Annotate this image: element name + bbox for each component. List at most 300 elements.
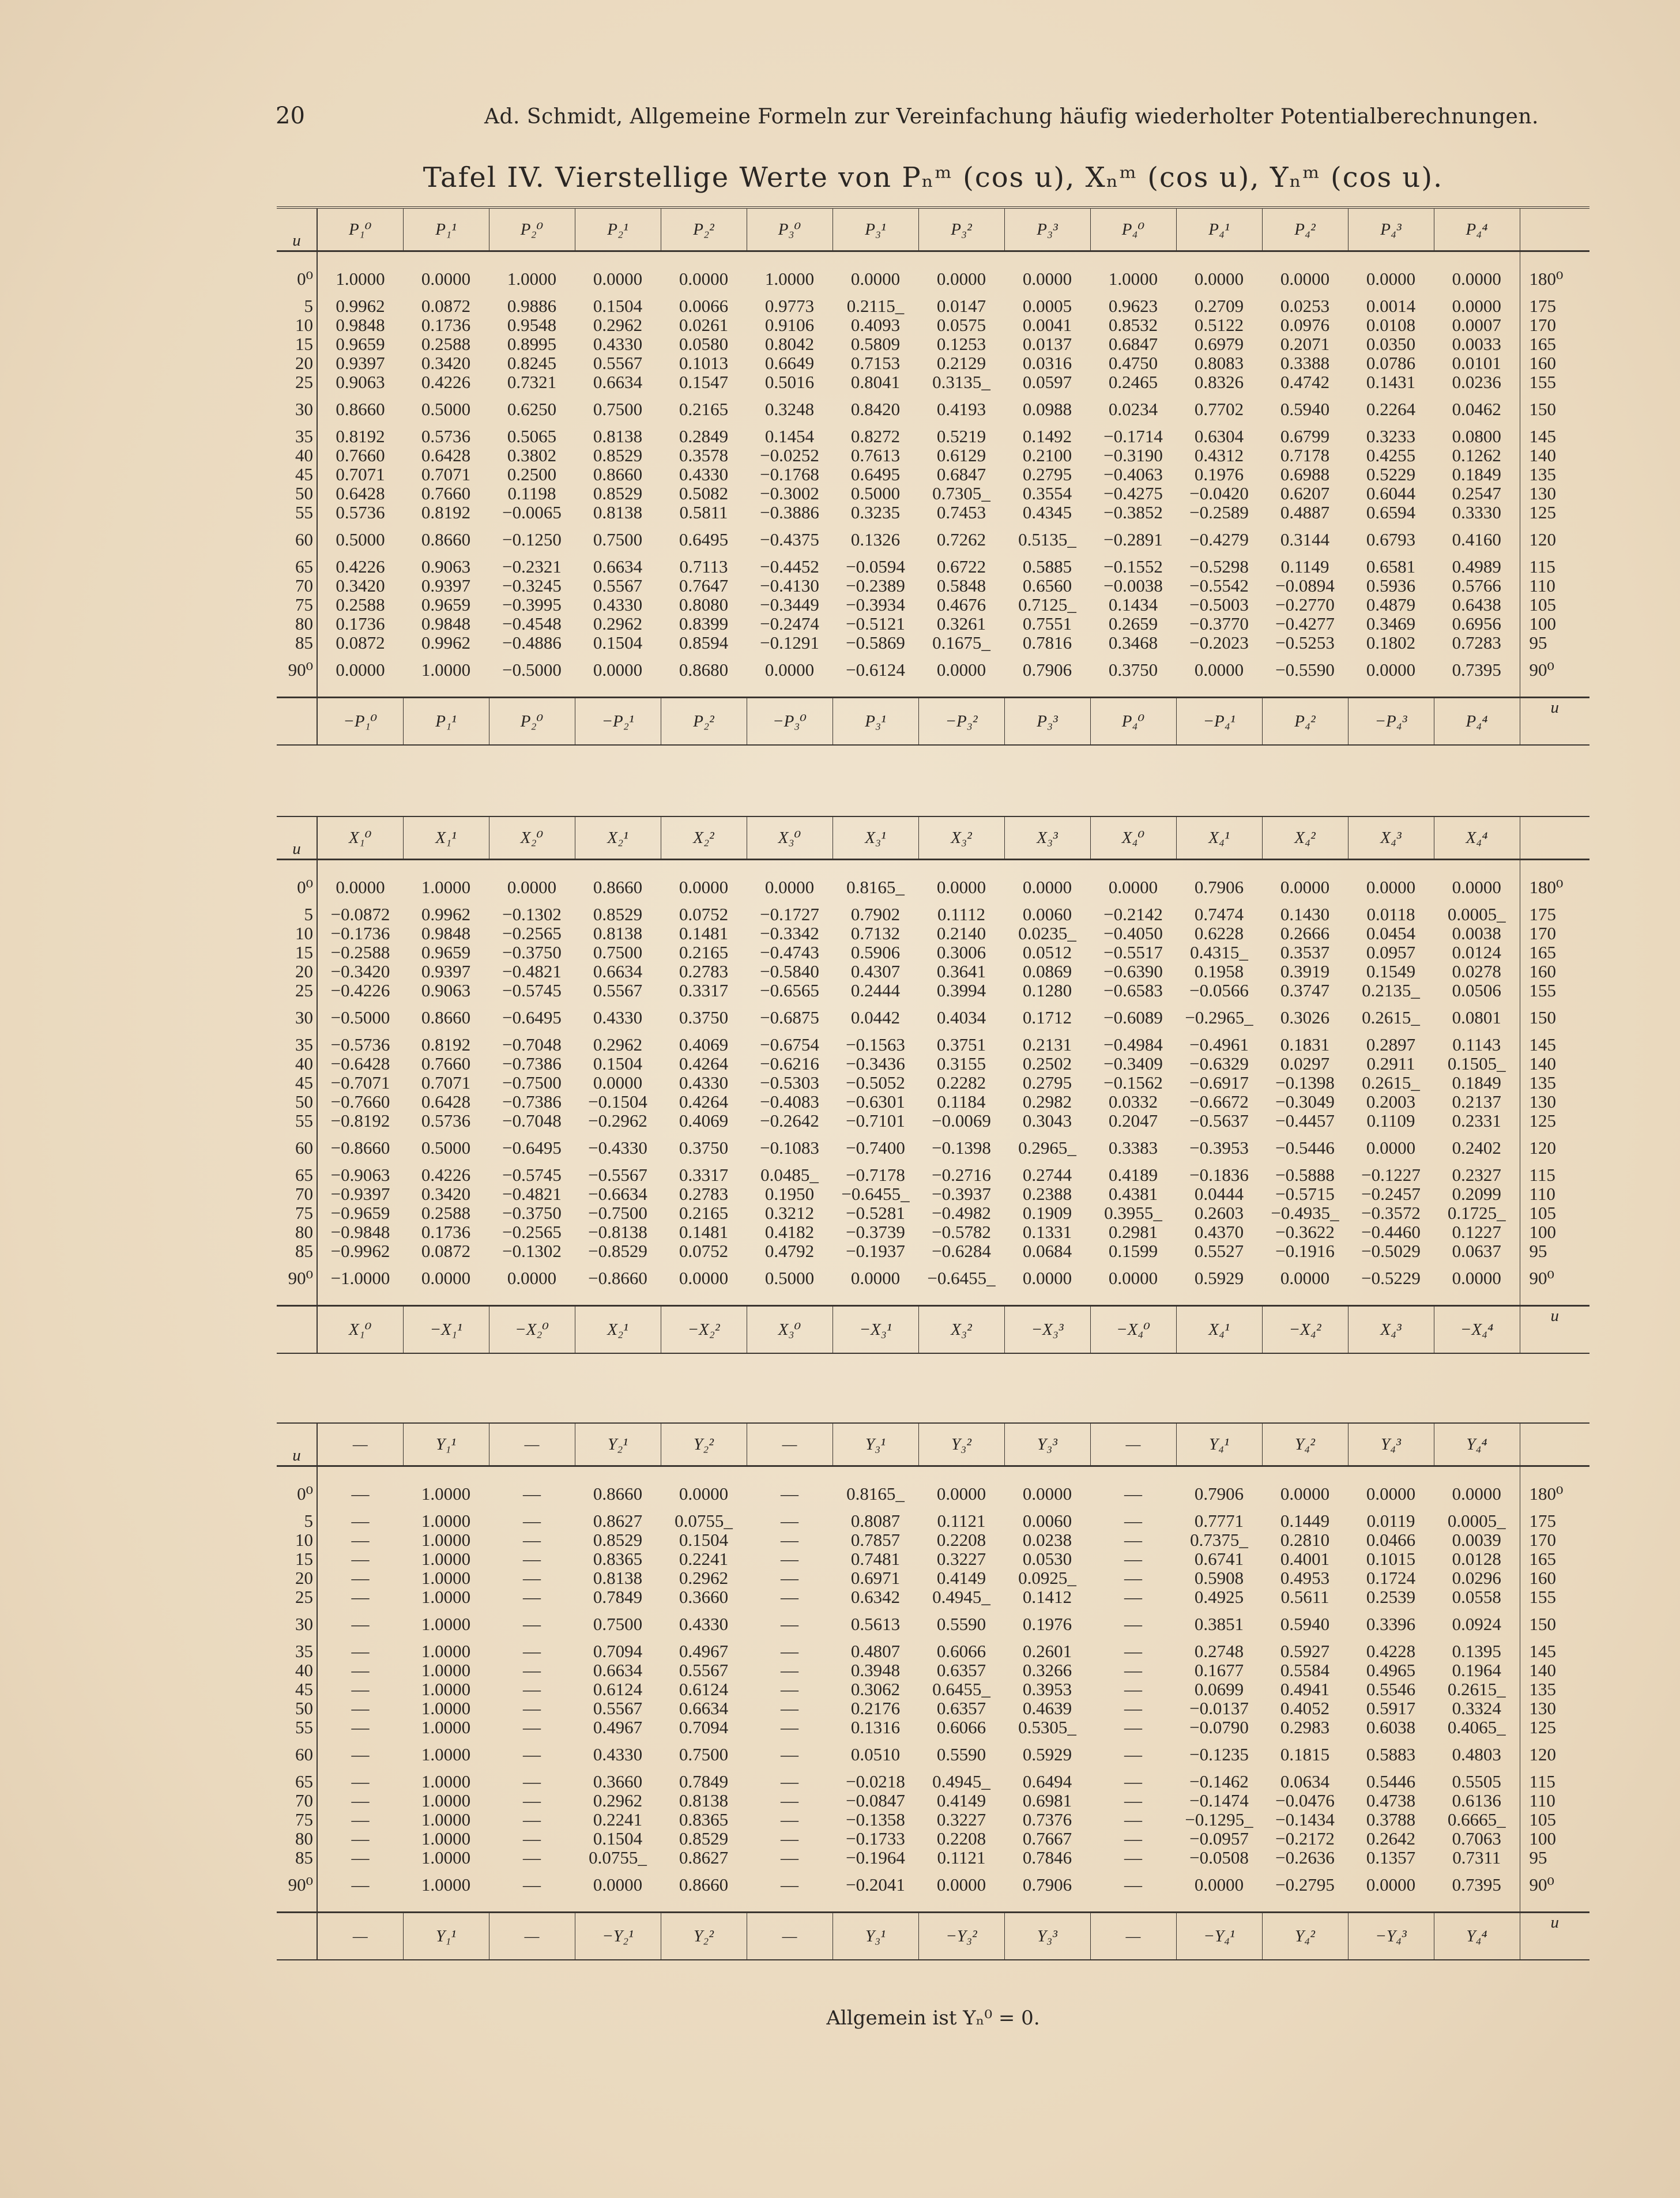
cell: 0.7846 (1022, 1848, 1072, 1867)
cell: 0.0575 (936, 315, 986, 334)
cell: 0.9659 (421, 943, 471, 962)
cell: 0.0000 (764, 878, 815, 897)
table-row (277, 905, 1589, 924)
cell: 0.6438 (1452, 595, 1501, 614)
group-gap (277, 288, 1589, 296)
cell: 0.4093 (850, 315, 901, 334)
cell: — (1124, 1568, 1142, 1587)
column-footer: X₃² (918, 1306, 1004, 1354)
cell: 1.0000 (421, 1718, 471, 1737)
cell: 0.5590 (936, 1614, 986, 1634)
column-header: Y₂¹ (575, 1423, 661, 1466)
cell: −0.5121 (846, 614, 905, 633)
cell: 0.3750 (1108, 660, 1158, 679)
cell: −0.3002 (760, 484, 819, 503)
cell: 0.7906 (1194, 878, 1244, 897)
cell: 0.6560 (1022, 576, 1072, 595)
cell: 0.3388 (1280, 353, 1330, 372)
cell: 0.3317 (679, 981, 729, 1000)
footer-spacer (277, 1306, 317, 1354)
angle-right: 160 (1520, 1568, 1589, 1587)
cell: 0.0147 (936, 296, 986, 315)
cell: 0.3994 (936, 981, 986, 1000)
angle-left: 25 (277, 981, 317, 1000)
column-footer: −P₂¹ (575, 698, 661, 746)
cell: −0.7500 (588, 1203, 647, 1222)
cell: 0.1395 (1452, 1642, 1501, 1661)
cell: 0.6634 (593, 1661, 643, 1680)
cell: 0.2100 (1022, 446, 1072, 465)
cell: 0.0000 (1280, 1269, 1330, 1288)
cell: 0.2962 (593, 1791, 643, 1810)
cell: 0.4989 (1452, 557, 1501, 576)
cell: −0.3190 (1103, 446, 1163, 465)
angle-left: 40 (277, 446, 317, 465)
cell: −0.0957 (1189, 1829, 1249, 1848)
cell: 0.2588 (421, 334, 471, 353)
cell: −0.9063 (330, 1165, 390, 1184)
cell: 0.9773 (764, 296, 815, 315)
cell: 0.7857 (850, 1530, 901, 1549)
table-row (277, 1829, 1589, 1848)
table-row (277, 1138, 1589, 1157)
table-row (277, 296, 1589, 315)
cell: 0.8529 (679, 1829, 729, 1848)
column-header: P₂² (661, 208, 747, 251)
cell: −0.3342 (760, 924, 819, 943)
angle-right: 125 (1520, 503, 1589, 522)
cell: 0.7660 (421, 484, 471, 503)
column-header: X₂² (661, 816, 747, 860)
cell: −0.3409 (1103, 1054, 1163, 1073)
cell: 0.5546 (1366, 1680, 1416, 1699)
angle-right: 170 (1520, 1530, 1589, 1549)
column-footer: −P₄¹ (1176, 698, 1262, 746)
cell: 0.4330 (679, 465, 729, 484)
angle-right: 125 (1520, 1718, 1589, 1737)
cell: — (781, 1530, 798, 1549)
table-row (277, 1184, 1589, 1203)
cell: 0.4160 (1452, 530, 1501, 549)
cell: 0.8042 (764, 334, 815, 353)
cell: 0.6981 (1022, 1791, 1072, 1810)
cell: 0.5883 (1366, 1745, 1416, 1764)
cell: −0.0476 (1275, 1791, 1335, 1810)
table (277, 206, 1589, 746)
cell: −0.0566 (1189, 981, 1249, 1000)
cell: 0.0000 (679, 878, 729, 897)
cell: 1.0000 (421, 1875, 471, 1894)
cell: −0.4452 (760, 557, 819, 576)
column-header: Y₃² (918, 1423, 1004, 1466)
cell: 0.0236 (1452, 372, 1501, 392)
table-row (277, 1241, 1589, 1260)
cell: 0.9659 (421, 595, 471, 614)
cell: 0.0038 (1452, 924, 1501, 943)
cell: 0.8660 (421, 1008, 471, 1027)
cell: 0.1736 (336, 614, 385, 633)
cell: 0.2603 (1194, 1203, 1244, 1222)
cell: 0.8660 (593, 465, 643, 484)
table-row (277, 1035, 1589, 1054)
cell: 0.4381 (1108, 1184, 1158, 1203)
table-row (277, 1791, 1589, 1810)
table-row (277, 943, 1589, 962)
cell: 0.0238 (1022, 1530, 1072, 1549)
cell: 0.8245 (507, 353, 557, 372)
cell: 1.0000 (421, 1829, 471, 1848)
cell: 0.0000 (1194, 269, 1244, 288)
spacer-row (277, 1894, 1589, 1913)
group-gap (277, 1260, 1589, 1269)
cell: −0.6754 (760, 1035, 819, 1054)
cell: — (523, 1791, 541, 1810)
cell: — (523, 1549, 541, 1568)
header-spacer (1520, 1423, 1589, 1466)
column-footer: Y₂² (661, 1913, 747, 1960)
cell: 0.4879 (1366, 595, 1416, 614)
cell: −0.4279 (1189, 530, 1249, 549)
cell: −0.5029 (1361, 1241, 1421, 1260)
cell: 0.4315_ (1190, 943, 1248, 962)
cell: 0.3330 (1452, 503, 1501, 522)
column-header: Y₃³ (1004, 1423, 1090, 1466)
cell: 0.1121 (937, 1511, 986, 1530)
cell: 0.8138 (679, 1791, 729, 1810)
angle-right: 135 (1520, 1073, 1589, 1092)
cell: 0.5848 (936, 576, 986, 595)
cell: 0.6988 (1280, 465, 1330, 484)
cell: 0.0000 (507, 878, 557, 897)
column-footer: Y₃¹ (833, 1913, 918, 1960)
cell: — (1124, 1772, 1142, 1791)
cell: 0.0800 (1452, 427, 1501, 446)
cell: 0.1412 (1022, 1587, 1072, 1606)
cell: — (523, 1718, 541, 1737)
cell: −0.1235 (1189, 1745, 1249, 1764)
cell: 0.5567 (593, 1699, 643, 1718)
cell: −0.7048 (502, 1035, 562, 1054)
cell: 0.0801 (1452, 1008, 1501, 1027)
cell: −0.2589 (1189, 503, 1249, 522)
column-header: X₂¹ (575, 816, 661, 860)
column-header: X₄⁴ (1434, 816, 1520, 860)
angle-left: 65 (277, 1165, 317, 1184)
cell: 0.7071 (421, 465, 471, 484)
cell: — (781, 1549, 798, 1568)
p-table (277, 206, 1589, 746)
cell: 0.8995 (507, 334, 557, 353)
table (277, 1422, 1589, 1960)
u-label: u (1520, 1913, 1589, 1960)
column-footer: −Y₄³ (1348, 1913, 1434, 1960)
cell: 0.4193 (936, 400, 986, 419)
u-label: u (277, 816, 317, 860)
cell: 0.2962 (593, 614, 643, 633)
cell: 0.8594 (679, 633, 729, 652)
cell: −0.7101 (846, 1111, 905, 1130)
cell: 0.0485_ (760, 1165, 819, 1184)
angle-left: 85 (277, 1241, 317, 1260)
cell: 1.0000 (421, 1791, 471, 1810)
cell: 0.4307 (850, 962, 901, 981)
cell: — (523, 1661, 541, 1680)
cell: — (781, 1680, 798, 1699)
cell: −0.4935_ (1271, 1203, 1339, 1222)
cell: 0.1109 (1366, 1111, 1415, 1130)
cell: 0.8138 (593, 1568, 643, 1587)
group-gap (277, 419, 1589, 427)
cell: 0.7063 (1452, 1829, 1501, 1848)
group-gap (277, 522, 1589, 530)
cell: 0.5929 (1194, 1269, 1244, 1288)
cell: −0.5782 (932, 1222, 991, 1241)
cell: 0.6634 (593, 372, 643, 392)
cell: 0.1253 (936, 334, 986, 353)
cell: −0.5229 (1361, 1269, 1421, 1288)
cell: −0.3739 (846, 1222, 905, 1241)
cell: 0.4792 (764, 1241, 815, 1260)
cell: 0.4226 (336, 557, 385, 576)
column-header: P₄³ (1348, 208, 1434, 251)
cell: 0.4750 (1108, 353, 1158, 372)
angle-left: 5 (277, 296, 317, 315)
cell: −0.1552 (1103, 557, 1163, 576)
cell: 0.5885 (1022, 557, 1072, 576)
cell: 0.6250 (507, 400, 557, 419)
cell: 0.6971 (850, 1568, 901, 1587)
cell: 0.5811 (679, 503, 728, 522)
cell: 0.2165 (679, 943, 729, 962)
column-header: X₁¹ (403, 816, 489, 860)
cell: 0.4941 (1280, 1680, 1330, 1699)
cell: 0.0925_ (1018, 1568, 1076, 1587)
cell: −0.0038 (1103, 576, 1163, 595)
cell: −0.6216 (760, 1054, 819, 1073)
column-footer: P₃¹ (833, 698, 918, 746)
table-row (277, 1054, 1589, 1073)
cell: — (781, 1848, 798, 1867)
column-footer: −X₃¹ (833, 1306, 918, 1354)
angle-right: 175 (1520, 1511, 1589, 1530)
cell: — (1124, 1829, 1142, 1848)
cell: 1.0000 (421, 1530, 471, 1549)
cell: 0.8660 (421, 530, 471, 549)
cell: 0.8080 (679, 595, 729, 614)
cell: 0.9848 (421, 924, 471, 943)
cell: 0.6428 (421, 1092, 471, 1111)
cell: 0.6136 (1452, 1791, 1501, 1810)
cell: 0.4807 (850, 1642, 901, 1661)
cell: −0.9659 (330, 1203, 390, 1222)
cell: −0.8138 (588, 1222, 647, 1241)
cell: 0.7395 (1452, 660, 1501, 679)
cell: −0.0894 (1275, 576, 1335, 595)
cell: 0.2709 (1194, 296, 1244, 315)
column-footer: −X₄⁰ (1090, 1306, 1176, 1354)
cell: — (523, 1568, 541, 1587)
cell: −0.2565 (502, 924, 562, 943)
angle-right: 105 (1520, 1810, 1589, 1829)
cell: 0.3266 (1022, 1661, 1072, 1680)
cell: 0.8529 (593, 484, 643, 503)
angle-left: 70 (277, 1791, 317, 1810)
cell: 0.7153 (850, 353, 901, 372)
table-row (277, 1073, 1589, 1092)
cell: 0.2071 (1280, 334, 1330, 353)
angle-left: 0⁰ (277, 878, 317, 897)
angle-right: 120 (1520, 530, 1589, 549)
cell: 0.7906 (1022, 660, 1072, 679)
cell: 0.2129 (936, 353, 986, 372)
table-row (277, 614, 1589, 633)
header-row (277, 208, 1589, 251)
angle-right: 160 (1520, 353, 1589, 372)
angle-right: 135 (1520, 1680, 1589, 1699)
cell: 0.2131 (1022, 1035, 1072, 1054)
cell: 0.9397 (421, 576, 471, 595)
cell: −0.2716 (932, 1165, 991, 1184)
cell: 0.0297 (1280, 1054, 1330, 1073)
cell: 0.3135_ (932, 372, 990, 392)
cell: −0.6124 (846, 660, 905, 679)
footer-row (277, 1913, 1589, 1960)
cell: −0.6089 (1103, 1008, 1163, 1027)
cell: −0.5052 (846, 1073, 905, 1092)
cell: — (351, 1699, 370, 1718)
angle-left: 20 (277, 1568, 317, 1587)
cell: −0.1916 (1275, 1241, 1335, 1260)
cell: 0.1430 (1280, 905, 1330, 924)
cell: 0.8660 (593, 1484, 643, 1503)
angle-left: 30 (277, 400, 317, 419)
cell: 0.5936 (1366, 576, 1416, 595)
cell: 0.1504 (593, 296, 643, 315)
cell: 0.8138 (593, 924, 643, 943)
cell: 0.7613 (850, 446, 901, 465)
cell: 0.5940 (1280, 400, 1330, 419)
cell: 0.4887 (1280, 503, 1330, 522)
angle-left: 5 (277, 1511, 317, 1530)
cell: 0.7667 (1022, 1829, 1072, 1848)
angle-left: 70 (277, 576, 317, 595)
cell: 0.6634 (593, 962, 643, 981)
cell: 0.7481 (850, 1549, 901, 1568)
cell: 0.0000 (1280, 269, 1330, 288)
cell: 0.1976 (1194, 465, 1244, 484)
cell: 0.5000 (421, 400, 471, 419)
cell: 0.0466 (1366, 1530, 1416, 1549)
cell: 0.2465 (1108, 372, 1158, 392)
cell: 0.3144 (1280, 530, 1330, 549)
cell: −0.4982 (932, 1203, 991, 1222)
angle-left: 35 (277, 1035, 317, 1054)
cell: 0.5135_ (1018, 530, 1076, 549)
cell: 0.9063 (421, 557, 471, 576)
cell: 0.1547 (679, 372, 729, 392)
column-header: P₃² (918, 208, 1004, 251)
table-row (277, 1699, 1589, 1718)
cell: 0.4953 (1280, 1568, 1330, 1587)
cell: 0.1950 (764, 1184, 815, 1203)
x-table (277, 816, 1589, 1354)
angle-right: 165 (1520, 334, 1589, 353)
cell: 0.3919 (1280, 962, 1330, 981)
cell: −1.0000 (330, 1269, 390, 1288)
cell: 0.0000 (336, 660, 385, 679)
cell: 0.3420 (421, 353, 471, 372)
angle-left: 30 (277, 1008, 317, 1027)
cell: 0.9548 (507, 315, 557, 334)
angle-right: 150 (1520, 1614, 1589, 1634)
cell: 0.2327 (1452, 1165, 1501, 1184)
cell: 0.2208 (936, 1829, 986, 1848)
cell: 0.5229 (1366, 465, 1416, 484)
angle-right: 110 (1520, 1184, 1589, 1203)
column-header: X₂⁰ (489, 816, 575, 860)
angle-right: 130 (1520, 484, 1589, 503)
cell: 0.8627 (679, 1848, 729, 1867)
cell: 0.6495 (679, 530, 729, 549)
cell: 0.7906 (1022, 1875, 1072, 1894)
table-row (277, 1484, 1589, 1503)
angle-right: 150 (1520, 400, 1589, 419)
cell: 0.0924 (1452, 1614, 1501, 1634)
cell: 0.8326 (1194, 372, 1244, 392)
cell: −0.2565 (502, 1222, 562, 1241)
cell: 0.2615_ (1362, 1073, 1420, 1092)
cell: 0.7305_ (932, 484, 990, 503)
cell: −0.7386 (502, 1054, 562, 1073)
cell: 0.2176 (850, 1699, 901, 1718)
table-row (277, 557, 1589, 576)
cell: −0.3572 (1361, 1203, 1421, 1222)
cell: −0.4984 (1103, 1035, 1163, 1054)
cell: 0.0000 (1366, 1875, 1416, 1894)
cell: −0.1937 (846, 1241, 905, 1260)
cell: 0.4738 (1366, 1791, 1416, 1810)
column-footer: P₂² (661, 698, 747, 746)
cell: 0.0442 (850, 1008, 901, 1027)
cell: −0.1733 (846, 1829, 905, 1848)
angle-right: 115 (1520, 557, 1589, 576)
table-row (277, 595, 1589, 614)
cell: 0.0462 (1452, 400, 1501, 419)
group-gap (277, 1606, 1589, 1614)
table-row (277, 334, 1589, 353)
cell: −0.0847 (846, 1791, 905, 1810)
cell: 0.8680 (679, 660, 729, 679)
cell: — (351, 1791, 370, 1810)
cell: — (781, 1642, 798, 1661)
cell: 0.6066 (936, 1642, 986, 1661)
angle-left: 10 (277, 924, 317, 943)
cell: 0.0118 (1366, 905, 1415, 924)
cell: 0.2047 (1108, 1111, 1158, 1130)
angle-left: 70 (277, 1184, 317, 1203)
cell: −0.6390 (1103, 962, 1163, 981)
cell: −0.1474 (1189, 1791, 1249, 1810)
cell: — (351, 1530, 370, 1549)
cell: 0.0634 (1280, 1772, 1330, 1791)
cell: 0.0000 (1452, 878, 1501, 897)
cell: 0.0014 (1366, 296, 1416, 315)
cell: 0.6649 (764, 353, 815, 372)
cell: 0.7500 (593, 943, 643, 962)
header-row (277, 816, 1589, 860)
cell: −0.2962 (588, 1111, 647, 1130)
cell: −0.1562 (1103, 1073, 1163, 1092)
